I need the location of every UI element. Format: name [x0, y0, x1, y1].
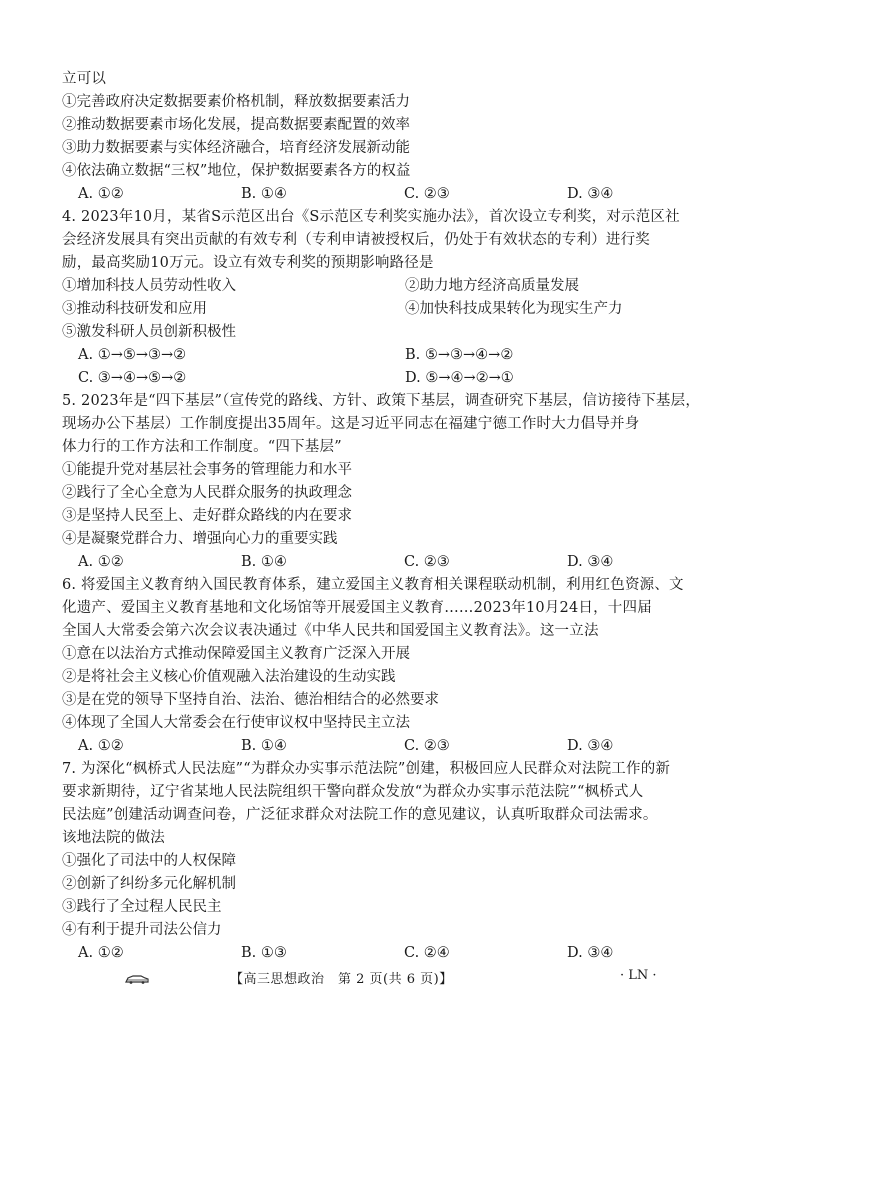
q5-option-4: ④是凝聚党群合力、增强向心力的重要实践 — [62, 531, 338, 547]
q4-option-1: ①增加科技人员劳动性收入 — [62, 278, 236, 294]
q3-option-4: ④依法确立数据“三权”地位，保护数据要素各方的权益 — [62, 163, 411, 179]
q3-choices — [62, 183, 814, 206]
q7-option-4: ④有利于提升司法公信力 — [62, 922, 222, 938]
q5-choices — [62, 551, 814, 574]
exam-region-code: · LN · — [620, 968, 657, 983]
q5-option-2: ②践行了全心全意为人民群众服务的执政理念 — [62, 485, 352, 501]
q4-choices-row-1 — [62, 344, 814, 367]
q6-stem-line-2: 化遗产、爱国主义教育基地和文化场馆等开展爱国主义教育……2023年10月24日，十四届 — [62, 600, 652, 616]
q6-choice-c[interactable]: C. ②③ — [404, 738, 450, 754]
q6-option-1: ①意在以法治方式推动保障爱国主义教育广泛深入开展 — [62, 646, 410, 662]
q3-option-3: ③助力数据要素与实体经济融合，培育经济发展新动能 — [62, 140, 410, 156]
q4-choice-a[interactable]: A. ①→⑤→③→② — [78, 347, 187, 363]
car-logo-icon — [124, 973, 150, 983]
q4-option-4: ④加快科技成果转化为现实生产力 — [405, 301, 623, 317]
q7-stem-line-3: 民法庭”创建活动调查问卷，广泛征求群众对法院工作的意见建议，认真听取群众司法需求。 — [62, 807, 658, 823]
q4-stem-line-3: 励，最高奖励10万元。设立有效专利奖的预期影响路径是 — [62, 255, 434, 271]
q6-stem-line-3: 全国人大常委会第六次会议表决通过《中华人民共和国爱国主义教育法》。这一立法 — [62, 623, 599, 639]
q4-stem-line-2: 会经济发展具有突出贡献的有效专利（专利申请被授权后，仍处于有效状态的专利）进行奖 — [62, 232, 650, 248]
q7-stem-line-2: 要求新期待，辽宁省某地人民法院组织干警向群众发放“为群众办实事示范法院”“枫桥式人 — [62, 784, 644, 800]
q6-choice-a[interactable]: A. ①② — [78, 738, 124, 754]
q4-choices-row-2 — [62, 367, 814, 390]
q7-stem-line-4: 该地法院的做法 — [62, 830, 165, 846]
q6-choices — [62, 735, 814, 758]
q5-choice-a[interactable]: A. ①② — [78, 554, 124, 570]
page-number-label: 【高三思想政治 第 2 页(共 6 页)】 — [230, 972, 453, 987]
q5-stem-line-1: 5. 2023年是“四下基层”（宣传党的路线、方针、政策下基层，调查研究下基层，信访接待下基层， — [62, 393, 701, 409]
q5-stem-line-3: 体力行的工作方法和工作制度。“四下基层” — [62, 439, 342, 455]
q7-option-2: ②创新了纠纷多元化解机制 — [62, 876, 236, 892]
page-footer — [124, 968, 664, 987]
q5-choice-c[interactable]: C. ②③ — [404, 554, 450, 570]
q7-stem-line-1: 7. 为深化“枫桥式人民法庭”“为群众办实事示范法院”创建，积极回应人民群众对法院工作的新 — [62, 761, 671, 777]
q3-choice-b[interactable]: B. ①④ — [241, 186, 287, 202]
q3-option-1: ①完善政府决定数据要素价格机制，释放数据要素活力 — [62, 94, 410, 110]
q6-option-2: ②是将社会主义核心价值观融入法治建设的生动实践 — [62, 669, 396, 685]
q4-option-5: ⑤激发科研人员创新积极性 — [62, 324, 236, 340]
q4-choice-d[interactable]: D. ⑤→④→②→① — [405, 370, 514, 386]
q5-choice-d[interactable]: D. ③④ — [567, 554, 614, 570]
q3-stem-end: 立可以 — [62, 71, 107, 87]
q4-stem-line-1: 4. 2023年10月，某省S示范区出台《S示范区专利奖实施办法》，首次设立专利奖，对示范区社 — [62, 209, 680, 225]
q6-stem-line-1: 6. 将爱国主义教育纳入国民教育体系，建立爱国主义教育相关课程联动机制，利用红色资源、文 — [62, 577, 684, 593]
q7-choice-b[interactable]: B. ①③ — [241, 945, 287, 961]
q5-option-3: ③是坚持人民至上、走好群众路线的内在要求 — [62, 508, 352, 524]
q4-choice-c[interactable]: C. ③→④→⑤→② — [78, 370, 187, 386]
q4-options-row-2 — [62, 298, 814, 321]
q4-option-2: ②助力地方经济高质量发展 — [405, 278, 579, 294]
q3-choice-d[interactable]: D. ③④ — [567, 186, 614, 202]
q3-choice-c[interactable]: C. ②③ — [404, 186, 450, 202]
q3-option-2: ②推动数据要素市场化发展，提高数据要素配置的效率 — [62, 117, 410, 133]
q7-option-3: ③践行了全过程人民民主 — [62, 899, 222, 915]
q7-choice-c[interactable]: C. ②④ — [404, 945, 450, 961]
q3-choice-a[interactable]: A. ①② — [78, 186, 124, 202]
q4-options-row-1 — [62, 275, 814, 298]
q7-choices — [62, 942, 814, 965]
q4-option-3: ③推动科技研发和应用 — [62, 301, 207, 317]
q5-choice-b[interactable]: B. ①④ — [241, 554, 287, 570]
q7-choice-d[interactable]: D. ③④ — [567, 945, 614, 961]
q5-stem-line-2: 现场办公下基层）工作制度提出35周年。这是习近平同志在福建宁德工作时大力倡导并身 — [62, 416, 640, 432]
q6-choice-d[interactable]: D. ③④ — [567, 738, 614, 754]
q7-option-1: ①强化了司法中的人权保障 — [62, 853, 236, 869]
q6-option-3: ③是在党的领导下坚持自治、法治、德治相结合的必然要求 — [62, 692, 439, 708]
q6-option-4: ④体现了全国人大常委会在行使审议权中坚持民主立法 — [62, 715, 410, 731]
q7-choice-a[interactable]: A. ①② — [78, 945, 124, 961]
exam-page — [62, 68, 814, 965]
q5-option-1: ①能提升党对基层社会事务的管理能力和水平 — [62, 462, 352, 478]
q4-choice-b[interactable]: B. ⑤→③→④→② — [405, 347, 514, 363]
q6-choice-b[interactable]: B. ①④ — [241, 738, 287, 754]
